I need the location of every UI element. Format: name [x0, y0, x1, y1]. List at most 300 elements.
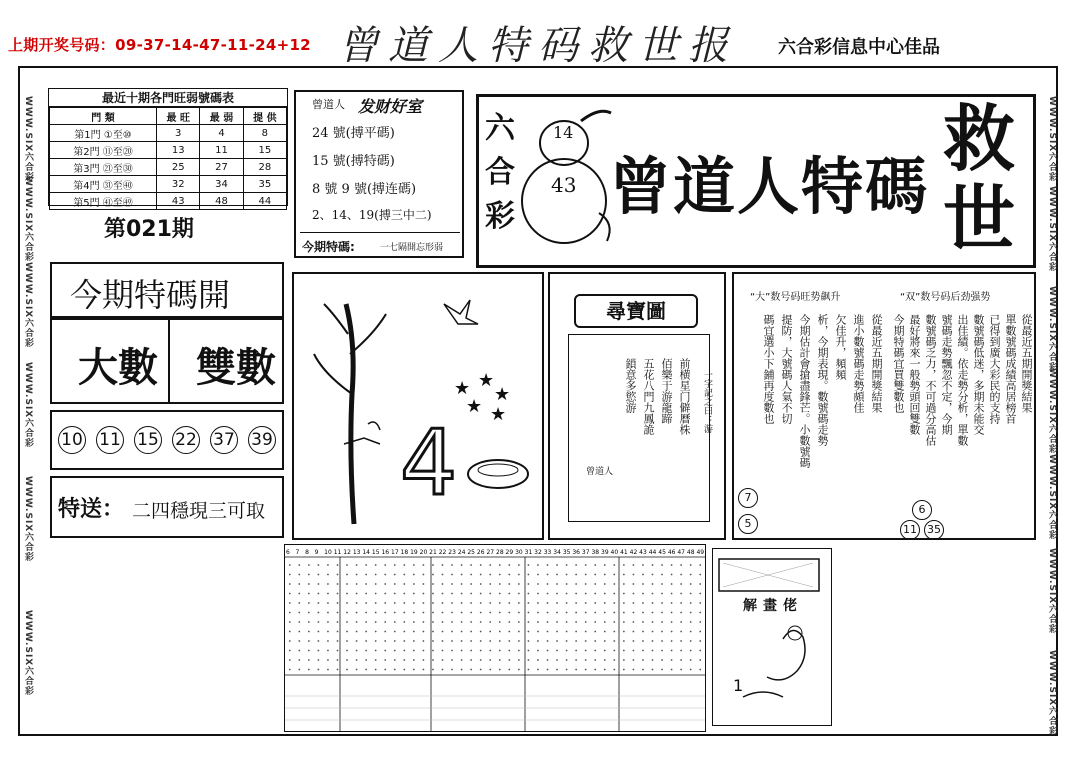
tips-line: 24 號(搏平碼) [312, 126, 395, 141]
chart-grid-dot [652, 659, 654, 661]
chart-grid-dot [699, 621, 701, 623]
chart-x-label: 31 [524, 549, 533, 556]
chart-grid-dot [451, 631, 453, 633]
stats-cell: 第3門 ㉑至㉚ [50, 159, 157, 176]
chart-grid-dot [298, 583, 300, 585]
chart-grid-dot [298, 659, 300, 661]
puzzle-illustration [294, 274, 542, 538]
chart-grid-dot [652, 640, 654, 642]
chart-grid-dot [508, 650, 510, 652]
chart-x-label: 47 [677, 549, 686, 556]
watermark-right-3: WWW.SIX六合彩 [1047, 286, 1057, 373]
chart-grid-dot [375, 564, 377, 566]
chart-grid-dot [470, 593, 472, 595]
chart-grid-dot [671, 631, 673, 633]
chart-grid-dot [661, 564, 663, 566]
chart-grid-dot [594, 621, 596, 623]
watermark-left-1: WWW.SIX六合彩 [23, 96, 33, 183]
chart-grid-dot [413, 564, 415, 566]
chart-grid-dot [661, 631, 663, 633]
chart-grid-dot [470, 631, 472, 633]
chart-grid-dot [699, 583, 701, 585]
chart-grid-dot [499, 631, 501, 633]
chart-grid-dot [661, 669, 663, 671]
chart-grid-dot [518, 621, 520, 623]
chart-grid-dot [365, 564, 367, 566]
chart-grid-dot [633, 650, 635, 652]
chart-grid-dot [642, 564, 644, 566]
chart-grid-dot [604, 631, 606, 633]
chart-grid-dot [423, 564, 425, 566]
chart-grid-dot [442, 631, 444, 633]
chart-grid-dot [298, 669, 300, 671]
chart-x-label: 44 [648, 549, 657, 556]
chart-grid-dot [308, 650, 310, 652]
chart-x-label: 34 [553, 549, 561, 556]
chart-grid-dot [499, 593, 501, 595]
chart-grid-dot [623, 659, 625, 661]
chart-grid-dot [642, 659, 644, 661]
chart-grid-dot [480, 669, 482, 671]
chart-grid-dot [489, 669, 491, 671]
chart-grid-dot [633, 583, 635, 585]
chart-grid-dot [394, 602, 396, 604]
chart-grid-dot [633, 593, 635, 595]
svg-text:★: ★ [478, 370, 495, 391]
chart-grid-dot [318, 640, 320, 642]
chart-grid-dot [327, 612, 329, 614]
chart-grid-dot [556, 593, 558, 595]
chart-grid-dot [298, 621, 300, 623]
chart-grid-dot [680, 612, 682, 614]
chart-grid-dot [518, 669, 520, 671]
chart-grid-dot [537, 631, 539, 633]
chart-grid-dot [318, 669, 320, 671]
chart-grid-dot [365, 631, 367, 633]
chart-grid-dot [375, 669, 377, 671]
chart-grid-dot [442, 621, 444, 623]
chart-grid-dot [461, 593, 463, 595]
analysis-ball: 11 [900, 520, 920, 540]
chart-x-label: 20 [419, 549, 428, 556]
chart-grid-dot [470, 659, 472, 661]
number-ball: 37 [210, 426, 238, 454]
publisher: 六合彩信息中心佳品 [778, 37, 940, 58]
chart-grid-dot [575, 593, 577, 595]
chart-grid-dot [337, 659, 339, 661]
chart-grid-dot [413, 659, 415, 661]
chart-grid-dot [623, 640, 625, 642]
tips-special-text: 一七隔開忘形弱 [380, 243, 444, 253]
chart-grid-dot [680, 659, 682, 661]
chart-grid-dot [518, 631, 520, 633]
chart-grid-dot [575, 659, 577, 661]
chart-grid-dot [699, 631, 701, 633]
tips-special-label: 今期特碼: [302, 240, 355, 254]
chart-grid-dot [566, 602, 568, 604]
chart-grid-dot [652, 574, 654, 576]
chart-grid-dot [489, 640, 491, 642]
chart-grid-dot [566, 612, 568, 614]
chart-grid-dot [413, 621, 415, 623]
chart-grid-dot [337, 564, 339, 566]
chart-grid-dot [337, 602, 339, 604]
treasure-column: 五花八門九鳳詭 [642, 358, 655, 435]
chart-grid-dot [308, 631, 310, 633]
logo-char: 彩 [485, 199, 515, 234]
chart-grid-dot [633, 574, 635, 576]
chart-grid-dot [327, 564, 329, 566]
logo-title: 曾道人特碼 [609, 150, 930, 223]
chart-grid-dot [604, 640, 606, 642]
chart-grid-dot [594, 659, 596, 661]
chart-grid-dot [384, 621, 386, 623]
chart-grid-dot [442, 640, 444, 642]
last-draw-result: 上期开奖号码：09-37-14-47-11-24+12 [8, 36, 311, 54]
chart-grid-dot [413, 612, 415, 614]
chart-grid-dot [318, 659, 320, 661]
chart-grid-dot [394, 640, 396, 642]
chart-grid-dot [423, 621, 425, 623]
chart-grid-dot [537, 659, 539, 661]
chart-grid-dot [613, 659, 615, 661]
chart-grid-dot [489, 564, 491, 566]
chart-grid-dot [451, 650, 453, 652]
chart-grid-dot [528, 669, 530, 671]
chart-grid-dot [556, 659, 558, 661]
chart-grid-dot [547, 612, 549, 614]
chart-grid-dot [384, 669, 386, 671]
chart-grid-dot [613, 621, 615, 623]
chart-grid-dot [594, 612, 596, 614]
chart-grid-dot [652, 564, 654, 566]
chart-grid-dot [499, 612, 501, 614]
chart-grid-dot [318, 602, 320, 604]
chart-grid-dot [499, 574, 501, 576]
chart-grid-dot [423, 659, 425, 661]
chart-grid-dot [623, 564, 625, 566]
chart-x-label: 9 [314, 549, 319, 556]
chart-grid-dot [556, 650, 558, 652]
chart-grid-dot [642, 650, 644, 652]
chart-grid-dot [461, 612, 463, 614]
chart-grid-dot [508, 602, 510, 604]
chart-x-label: 7 [295, 549, 300, 556]
analysis-right-col: 號碼走勢飄忽不定，今期 [940, 314, 953, 435]
chart-grid-dot [403, 659, 405, 661]
chart-grid-dot [442, 669, 444, 671]
chart-grid-dot [423, 612, 425, 614]
stats-cell: 第1門 ①至⑩ [50, 125, 157, 142]
svg-text:★: ★ [454, 378, 471, 399]
chart-grid-dot [680, 640, 682, 642]
analysis-left-col: 從最近五期開獎結果 [870, 314, 883, 413]
chart-grid-dot [384, 612, 386, 614]
chart-grid-dot [308, 640, 310, 642]
watermark-right-1: WWW.SIX六合彩 [1047, 96, 1057, 183]
table-row [50, 159, 287, 176]
chart-grid-dot [356, 669, 358, 671]
chart-grid-dot [480, 659, 482, 661]
chart-grid-dot [327, 659, 329, 661]
chart-grid-dot [699, 564, 701, 566]
chart-grid-dot [403, 612, 405, 614]
chart-grid-dot [337, 669, 339, 671]
special-gift-box [50, 476, 284, 538]
chart-grid-dot [394, 621, 396, 623]
chart-grid-dot [575, 669, 577, 671]
chart-grid-dot [671, 659, 673, 661]
chart-grid-dot [451, 602, 453, 604]
chart-grid-dot [384, 631, 386, 633]
chart-grid-dot [461, 621, 463, 623]
chart-grid-dot [642, 602, 644, 604]
chart-x-label: 46 [667, 549, 676, 556]
chart-grid-dot [518, 593, 520, 595]
chart-grid-dot [690, 631, 692, 633]
svg-text:★: ★ [490, 404, 507, 425]
chart-grid-dot [499, 621, 501, 623]
chart-grid-dot [633, 631, 635, 633]
chart-grid-dot [461, 631, 463, 633]
chart-grid-dot [680, 650, 682, 652]
chart-grid-dot [337, 612, 339, 614]
chart-grid-dot [375, 593, 377, 595]
chart-grid-dot [690, 640, 692, 642]
watermark-right-5: WWW.SIX六合彩 [1047, 454, 1057, 541]
chart-grid-dot [337, 593, 339, 595]
chart-grid-dot [403, 669, 405, 671]
chart-grid-dot [623, 602, 625, 604]
chart-grid-dot [613, 564, 615, 566]
chart-x-label: 42 [629, 549, 638, 556]
tips-line: 2、14、19(搏三中二) [312, 208, 432, 222]
chart-grid-dot [413, 640, 415, 642]
chart-grid-dot [661, 583, 663, 585]
chart-grid-dot [604, 659, 606, 661]
chart-grid-dot [289, 650, 291, 652]
chart-grid-dot [337, 621, 339, 623]
chart-grid-dot [547, 583, 549, 585]
chart-x-label: 30 [515, 549, 523, 556]
chart-grid-dot [556, 583, 558, 585]
chart-grid-dot [594, 564, 596, 566]
chart-grid-dot [365, 583, 367, 585]
chart-grid-dot [633, 669, 635, 671]
chart-grid-dot [413, 602, 415, 604]
chart-grid-dot [528, 621, 530, 623]
chart-grid-dot [346, 631, 348, 633]
chart-grid-dot [518, 564, 520, 566]
chart-x-label: 32 [534, 549, 542, 556]
chart-grid-dot [451, 564, 453, 566]
chart-grid-dot [365, 612, 367, 614]
chart-grid-dot [432, 574, 434, 576]
analysis-right-title: “双”数号码后劲强势 [900, 292, 991, 303]
special-gift-label: 特送： [58, 497, 125, 522]
trend-chart [284, 544, 706, 732]
recommended-numbers [50, 410, 284, 470]
chart-grid-dot [690, 564, 692, 566]
stats-cell: 34 [200, 176, 243, 193]
chart-grid-dot [690, 650, 692, 652]
chart-grid-dot [337, 640, 339, 642]
chart-grid-dot [480, 574, 482, 576]
stats-cell: 27 [200, 159, 243, 176]
stats-title: 最近十期各門旺弱號碼表 [49, 89, 287, 107]
chart-grid-dot [566, 583, 568, 585]
chart-grid-dot [432, 621, 434, 623]
chart-grid-dot [585, 593, 587, 595]
chart-grid-dot [575, 574, 577, 576]
chart-grid-dot [365, 574, 367, 576]
riddle-panel [712, 548, 832, 726]
even-number-label: 雙數 [196, 344, 276, 391]
chart-grid-dot [566, 650, 568, 652]
chart-grid-dot [508, 621, 510, 623]
chart-grid-dot [432, 564, 434, 566]
analysis-left-col: 析，今期表現。數號碼走勢 [816, 314, 829, 446]
chart-grid-dot [346, 612, 348, 614]
chart-grid-dot [652, 650, 654, 652]
chart-x-label: 8 [305, 549, 309, 556]
chart-grid-dot [671, 612, 673, 614]
chart-grid-dot [318, 593, 320, 595]
chart-grid-dot [508, 640, 510, 642]
chart-grid-dot [623, 593, 625, 595]
chart-grid-dot [413, 574, 415, 576]
chart-grid-dot [594, 574, 596, 576]
number-ball: 10 [58, 426, 86, 454]
chart-grid-dot [356, 564, 358, 566]
chart-grid-dot [346, 602, 348, 604]
chart-grid-dot [652, 669, 654, 671]
chart-grid-dot [384, 602, 386, 604]
chart-grid-dot [442, 612, 444, 614]
chart-grid-dot [365, 621, 367, 623]
chart-grid-dot [298, 602, 300, 604]
chart-grid-dot [318, 621, 320, 623]
chart-grid-dot [585, 640, 587, 642]
chart-grid-dot [642, 621, 644, 623]
watermark-left-4: WWW.SIX六合彩 [23, 362, 33, 449]
chart-grid-dot [327, 602, 329, 604]
chart-grid-dot [642, 669, 644, 671]
chart-grid-dot [423, 631, 425, 633]
chart-grid-dot [327, 631, 329, 633]
chart-grid-dot [613, 669, 615, 671]
chart-grid-dot [680, 564, 682, 566]
stats-cell: 15 [243, 142, 286, 159]
chart-grid-dot [623, 631, 625, 633]
chart-grid-dot [508, 574, 510, 576]
chart-grid-dot [489, 574, 491, 576]
chart-grid-dot [384, 593, 386, 595]
chart-grid-dot [356, 612, 358, 614]
chart-grid-dot [337, 574, 339, 576]
chart-x-label: 37 [581, 549, 590, 556]
chart-grid-dot [690, 583, 692, 585]
stats-cell: 8 [243, 125, 286, 142]
chart-grid-dot [403, 621, 405, 623]
chart-grid-dot [690, 621, 692, 623]
chart-grid-dot [613, 631, 615, 633]
chart-grid-dot [518, 640, 520, 642]
chart-x-label: 39 [601, 549, 609, 556]
chart-x-label: 21 [429, 549, 437, 556]
chart-grid-dot [298, 612, 300, 614]
chart-grid-dot [518, 612, 520, 614]
watermark-left-5: WWW.SIX六合彩 [23, 476, 33, 563]
analysis-right-col: 數號碼乏力，不可過分高估 [924, 314, 937, 446]
tips-signature: 发财好室 [358, 97, 423, 116]
chart-grid-dot [394, 564, 396, 566]
chart-grid-dot [346, 583, 348, 585]
chart-grid-dot [623, 574, 625, 576]
chart-grid-dot [566, 640, 568, 642]
chart-grid-dot [298, 564, 300, 566]
stats-cell: 第2門 ⑪至⑳ [50, 142, 157, 159]
logo-big-chars [943, 96, 1023, 261]
svg-text:4: 4 [400, 411, 458, 516]
chart-x-label: 43 [639, 549, 647, 556]
analysis-right-col: 已得到廣大彩民的支持 [988, 314, 1001, 424]
stats-cell: 32 [157, 176, 200, 193]
chart-x-label: 48 [686, 549, 695, 556]
special-gift-text: 二四穩現三可取 [132, 500, 266, 522]
chart-grid-dot [489, 659, 491, 661]
chart-grid-dot [356, 593, 358, 595]
chart-grid-dot [633, 564, 635, 566]
chart-grid-dot [346, 593, 348, 595]
chart-grid-dot [442, 650, 444, 652]
treasure-column: 佰樂于游龍蹄 [660, 358, 673, 424]
stats-cell: 3 [157, 125, 200, 142]
chart-grid-dot [318, 583, 320, 585]
chart-grid-dot [470, 564, 472, 566]
chart-grid-dot [671, 593, 673, 595]
stats-header: 最 弱 [200, 108, 243, 125]
treasure-column: 鎖意多慾游 [624, 358, 637, 413]
chart-grid-dot [298, 631, 300, 633]
chart-grid-dot [680, 593, 682, 595]
chart-grid-dot [547, 574, 549, 576]
chart-grid-dot [537, 564, 539, 566]
chart-grid-dot [585, 621, 587, 623]
chart-grid-dot [661, 621, 663, 623]
chart-grid-dot [537, 574, 539, 576]
chart-grid-dot [566, 631, 568, 633]
stats-cell: 48 [200, 193, 243, 210]
chart-grid-dot [690, 602, 692, 604]
chart-grid-dot [384, 640, 386, 642]
chart-x-label: 11 [333, 549, 342, 556]
riddle-illustration [713, 549, 829, 723]
chart-grid-dot [403, 640, 405, 642]
chart-grid-dot [680, 574, 682, 576]
chart-grid-dot [508, 593, 510, 595]
chart-grid-dot [652, 631, 654, 633]
chart-grid-dot [575, 583, 577, 585]
chart-grid-dot [394, 574, 396, 576]
chart-grid-dot [699, 574, 701, 576]
chart-grid-dot [528, 631, 530, 633]
chart-grid-dot [461, 640, 463, 642]
chart-grid-dot [518, 602, 520, 604]
chart-grid-dot [585, 564, 587, 566]
chart-grid-dot [661, 640, 663, 642]
chart-grid-dot [499, 650, 501, 652]
